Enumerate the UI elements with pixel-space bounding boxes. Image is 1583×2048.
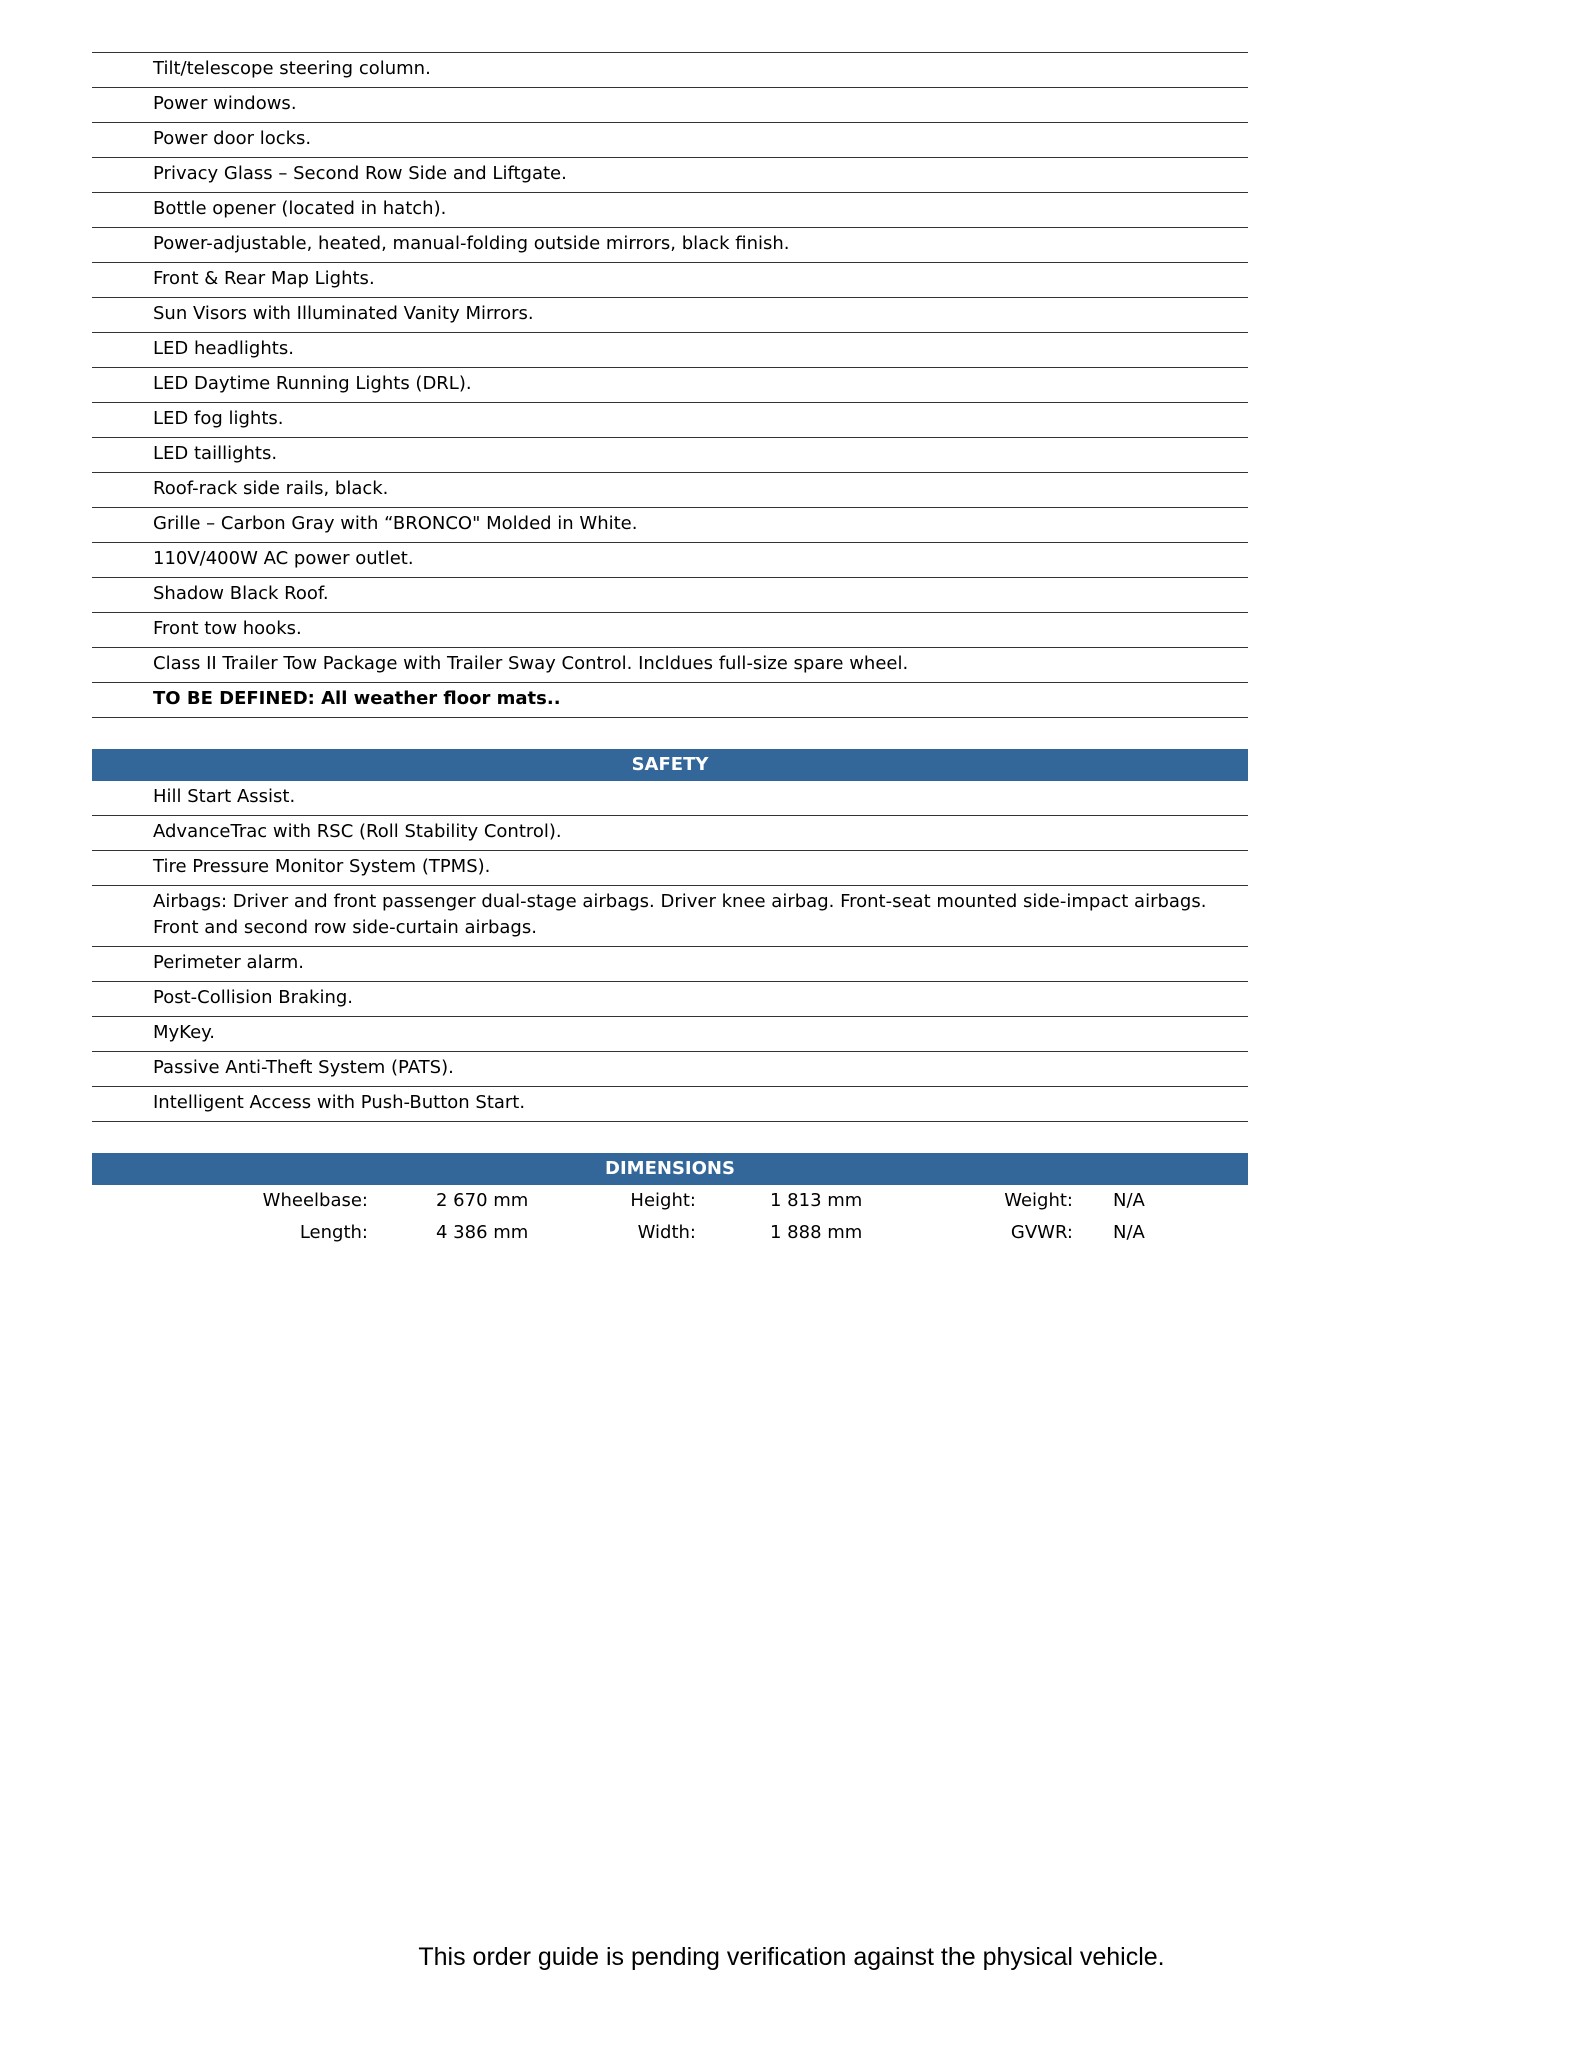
- safety-item: Hill Start Assist.: [92, 781, 1248, 816]
- safety-list: [92, 781, 1248, 1122]
- feature-item: 110V/400W AC power outlet.: [92, 543, 1248, 578]
- safety-item: AdvanceTrac with RSC (Roll Stability Control).: [92, 816, 1248, 851]
- width-value: 1 888 mm: [770, 1222, 863, 1243]
- gvwr-label: GVWR:: [1010, 1222, 1073, 1243]
- feature-item: Power windows.: [92, 88, 1248, 123]
- feature-item: Class II Trailer Tow Package with Trailer Sway Control. Incldues full-size spare wheel.: [92, 648, 1248, 683]
- feature-item: Tilt/telescope steering column.: [92, 53, 1248, 88]
- feature-item: Power door locks.: [92, 123, 1248, 158]
- feature-item: LED headlights.: [92, 333, 1248, 368]
- safety-item: Airbags: Driver and front passenger dual-stage airbags. Driver knee airbag. Front-seat mounted side-impact airbags. Front and second row side-curtain airbags.: [92, 886, 1248, 947]
- safety-item: Perimeter alarm.: [92, 947, 1248, 982]
- feature-item: Bottle opener (located in hatch).: [92, 193, 1248, 228]
- dimensions-row: [92, 1185, 1248, 1217]
- safety-item: Intelligent Access with Push-Button Start.: [92, 1087, 1248, 1122]
- feature-item-to-be-defined: TO BE DEFINED: All weather floor mats..: [92, 683, 1248, 718]
- safety-section-header: SAFETY: [92, 749, 1248, 781]
- feature-item: Front & Rear Map Lights.: [92, 263, 1248, 298]
- order-guide-page: [92, 52, 1248, 1249]
- wheelbase-value: 2 670 mm: [436, 1190, 529, 1211]
- feature-list: [92, 52, 1248, 718]
- feature-item: Power-adjustable, heated, manual-folding outside mirrors, black finish.: [92, 228, 1248, 263]
- length-label: Length:: [299, 1222, 368, 1243]
- wheelbase-label: Wheelbase:: [262, 1190, 368, 1211]
- feature-item: Grille – Carbon Gray with “BRONCO" Molded in White.: [92, 508, 1248, 543]
- safety-item: Tire Pressure Monitor System (TPMS).: [92, 851, 1248, 886]
- feature-item: Front tow hooks.: [92, 613, 1248, 648]
- feature-item: Sun Visors with Illuminated Vanity Mirrors.: [92, 298, 1248, 333]
- length-value: 4 386 mm: [436, 1222, 529, 1243]
- width-label: Width:: [637, 1222, 696, 1243]
- feature-item: LED fog lights.: [92, 403, 1248, 438]
- safety-item: Post-Collision Braking.: [92, 982, 1248, 1017]
- weight-value: N/A: [1113, 1190, 1145, 1211]
- feature-item: Shadow Black Roof.: [92, 578, 1248, 613]
- feature-item: LED taillights.: [92, 438, 1248, 473]
- safety-item: MyKey.: [92, 1017, 1248, 1052]
- weight-label: Weight:: [1004, 1190, 1073, 1211]
- dimensions-row: [92, 1217, 1248, 1249]
- gvwr-value: N/A: [1113, 1222, 1145, 1243]
- dimensions-section-header: DIMENSIONS: [92, 1153, 1248, 1185]
- feature-item: Privacy Glass – Second Row Side and Liftgate.: [92, 158, 1248, 193]
- height-value: 1 813 mm: [770, 1190, 863, 1211]
- height-label: Height:: [630, 1190, 696, 1211]
- dimensions-table: [92, 1185, 1248, 1249]
- safety-item: Passive Anti-Theft System (PATS).: [92, 1052, 1248, 1087]
- footer-note: This order guide is pending verification against the physical vehicle.: [418, 1943, 1165, 1971]
- feature-item: LED Daytime Running Lights (DRL).: [92, 368, 1248, 403]
- feature-item: Roof-rack side rails, black.: [92, 473, 1248, 508]
